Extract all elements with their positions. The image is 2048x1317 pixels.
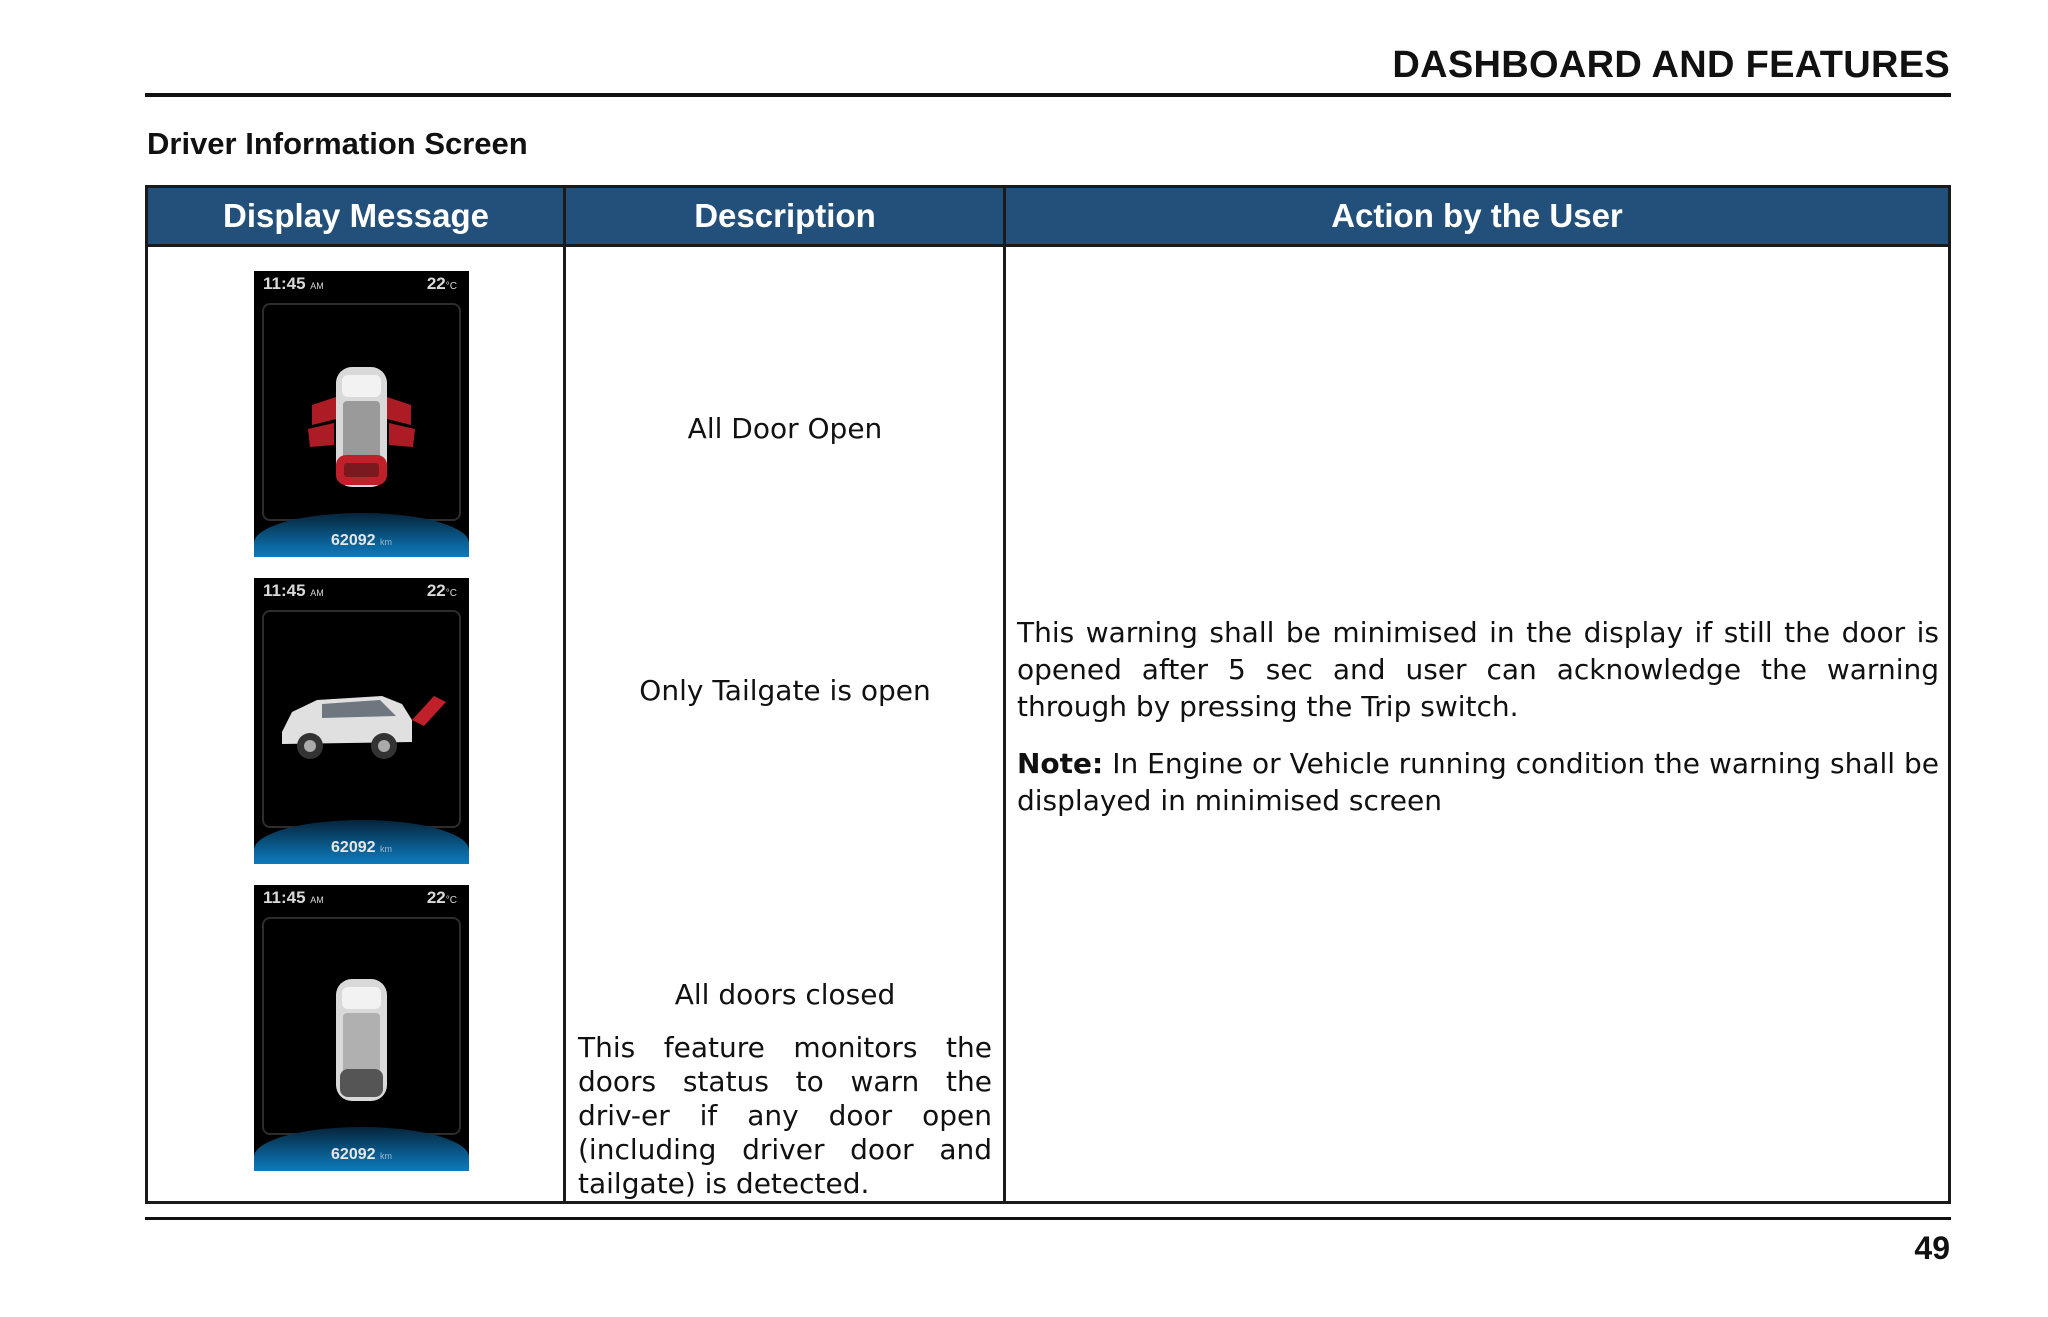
action-note — [1017, 745, 1939, 819]
action-text-block — [1017, 614, 1939, 819]
car-all-doors-open-icon — [262, 305, 461, 519]
screen-temperature: 22°C — [426, 274, 457, 293]
screen-clock: 11:45 AM — [263, 581, 324, 600]
column-header-display-message: Display Message — [223, 197, 489, 234]
screen-clock: 11:45 AM — [263, 888, 324, 907]
page-number: 49 — [1914, 1230, 1950, 1266]
note-text: In Engine or Vehicle running condition the warning shall be displayed in minimised screen — [1017, 747, 1939, 817]
screen-temperature: 22°C — [426, 888, 457, 907]
description-tailgate-open: Only Tailgate is open — [639, 674, 931, 707]
header-divider — [145, 93, 1951, 97]
screen-odometer: 62092 km — [331, 532, 392, 549]
screen-temperature: 22°C — [426, 581, 457, 600]
footer-divider — [145, 1217, 1951, 1220]
car-tailgate-open-icon — [262, 612, 461, 826]
dis-screen-tailgate-open — [254, 578, 469, 864]
description-feature-note: This feature monitors the doors status to warn the driv-er if any door open (including driver door and tailgate) is detected. — [578, 1031, 992, 1200]
column-header-action: Action by the User — [1331, 197, 1623, 234]
action-warning-text: This warning shall be minimised in the display if still the door is opened after 5 sec and user can acknowledge the warning through by pressing the Trip switch. — [1017, 616, 1939, 723]
screen-clock: 11:45 AM — [263, 274, 324, 293]
column-header-description: Description — [694, 197, 876, 234]
dis-screen-all-doors-open — [254, 271, 469, 557]
note-label: Note: — [1017, 747, 1104, 780]
description-all-doors-open: All Door Open — [687, 412, 883, 445]
dis-screen-all-doors-closed — [254, 885, 469, 1171]
car-all-doors-closed-icon — [262, 919, 461, 1133]
description-all-doors-closed: All doors closed — [674, 978, 896, 1011]
section-title: DASHBOARD AND FEATURES — [1392, 44, 1950, 86]
screen-odometer: 62092 km — [331, 839, 392, 856]
table-header — [148, 188, 1948, 247]
driver-info-table — [145, 185, 1951, 1204]
page-subtitle: Driver Information Screen — [147, 126, 528, 161]
screen-odometer: 62092 km — [331, 1146, 392, 1163]
